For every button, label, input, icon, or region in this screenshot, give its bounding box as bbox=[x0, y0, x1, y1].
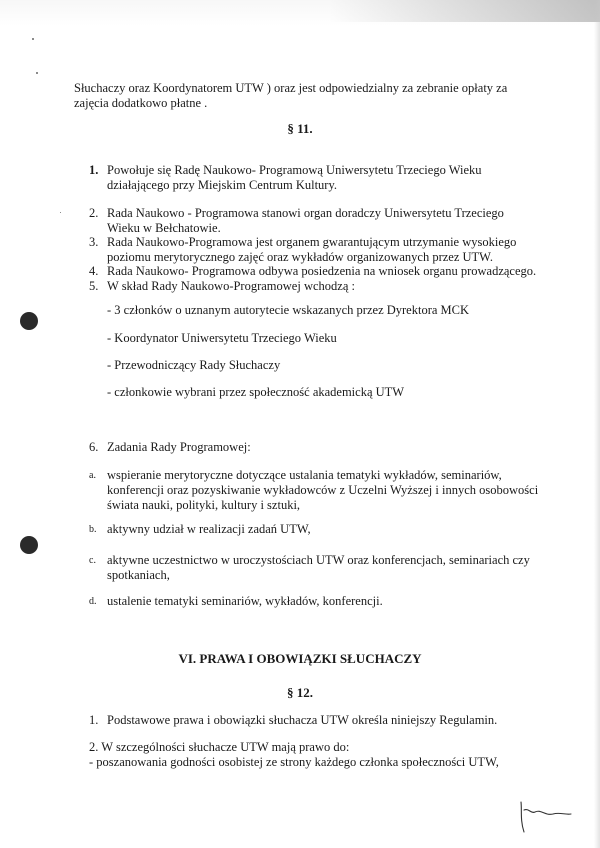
item-text: Wieku w Bełchatowie. bbox=[107, 221, 221, 235]
scan-speck bbox=[32, 38, 34, 40]
intro-line: zajęcia dodatkowo płatne . bbox=[74, 96, 208, 110]
item-text: Podstawowe prawa i obowiązki słuchacza UTW określa niniejszy Regulamin. bbox=[107, 713, 498, 727]
scan-speck bbox=[36, 72, 38, 74]
item-number: 5. bbox=[89, 279, 99, 293]
paragraph: - poszanowania godności osobistej ze strony każdego członka społeczności UTW, bbox=[89, 755, 499, 769]
item-number: 1. bbox=[89, 713, 99, 727]
task-letter: d. bbox=[89, 596, 97, 607]
punch-hole bbox=[20, 312, 38, 330]
item-number: 2. bbox=[89, 206, 99, 220]
scan-shadow bbox=[330, 0, 600, 22]
task-letter: b. bbox=[89, 524, 97, 535]
task-text: aktywne uczestnictwo w uroczystościach UTW oraz konferencjach, seminariach czy bbox=[107, 553, 530, 567]
item-text: działającego przy Miejskim Centrum Kultury. bbox=[107, 178, 338, 192]
paragraph: 2. W szczególności słuchacze UTW mają prawo do: bbox=[89, 740, 350, 754]
task-letter: c. bbox=[89, 555, 96, 566]
member-line: - Przewodniczący Rady Słuchaczy bbox=[107, 358, 281, 372]
task-text: aktywny udział w realizacji zadań UTW, bbox=[107, 522, 311, 536]
item-number: 6. bbox=[89, 440, 99, 454]
member-line: - 3 członków o uznanym autorytecie wskazanych przez Dyrektora MCK bbox=[107, 303, 470, 317]
task-letter: a. bbox=[89, 470, 96, 481]
intro-line: Słuchaczy oraz Koordynatorem UTW ) oraz jest odpowiedzialny za zebranie opłaty za bbox=[74, 81, 508, 95]
punch-hole bbox=[20, 536, 38, 554]
member-line: - Koordynator Uniwersytetu Trzeciego Wieku bbox=[107, 331, 337, 345]
task-text: spotkaniach, bbox=[107, 568, 170, 582]
scan-speck bbox=[60, 212, 61, 213]
item-text: Rada Naukowo- Programowa odbywa posiedzenia na wniosek organu prowadzącego. bbox=[107, 264, 537, 278]
item-text: Powołuje się Radę Naukowo- Programową Uniwersytetu Trzeciego Wieku bbox=[107, 163, 482, 177]
member-line: - członkowie wybrani przez społeczność akademicką UTW bbox=[107, 385, 405, 399]
chapter-title: VI. PRAWA I OBOWIĄZKI SŁUCHACZY bbox=[178, 651, 422, 666]
section-11-heading: § 11. bbox=[287, 121, 313, 136]
item-text: Zadania Rady Programowej: bbox=[107, 440, 251, 454]
item-text: Rada Naukowo - Programowa stanowi organ doradczy Uniwersytetu Trzeciego bbox=[107, 206, 504, 220]
task-text: świata nauki, polityki, kultury i sztuki, bbox=[107, 498, 301, 512]
item-text: poziomu merytorycznego zajęć oraz wykładów organizowanych przez UTW. bbox=[107, 250, 493, 264]
task-text: ustalenie tematyki seminariów, wykładów, konferencji. bbox=[107, 594, 383, 608]
item-text: W skład Rady Naukowo-Programowej wchodzą : bbox=[107, 279, 355, 293]
task-text: wspieranie merytoryczne dotyczące ustalania tematyki wykładów, seminariów, bbox=[107, 468, 502, 482]
item-number: 4. bbox=[89, 264, 99, 278]
item-text: Rada Naukowo-Programowa jest organem gwarantującym utrzymanie wysokiego bbox=[107, 235, 517, 249]
handwritten-signature bbox=[515, 798, 575, 838]
task-text: konferencji oraz pozyskiwanie wykładowców z Uczelni Wyższej i innych osobowości bbox=[107, 483, 539, 497]
item-number: 3. bbox=[89, 235, 99, 249]
item-number: 1. bbox=[89, 163, 99, 177]
section-12-heading: § 12. bbox=[287, 685, 313, 700]
